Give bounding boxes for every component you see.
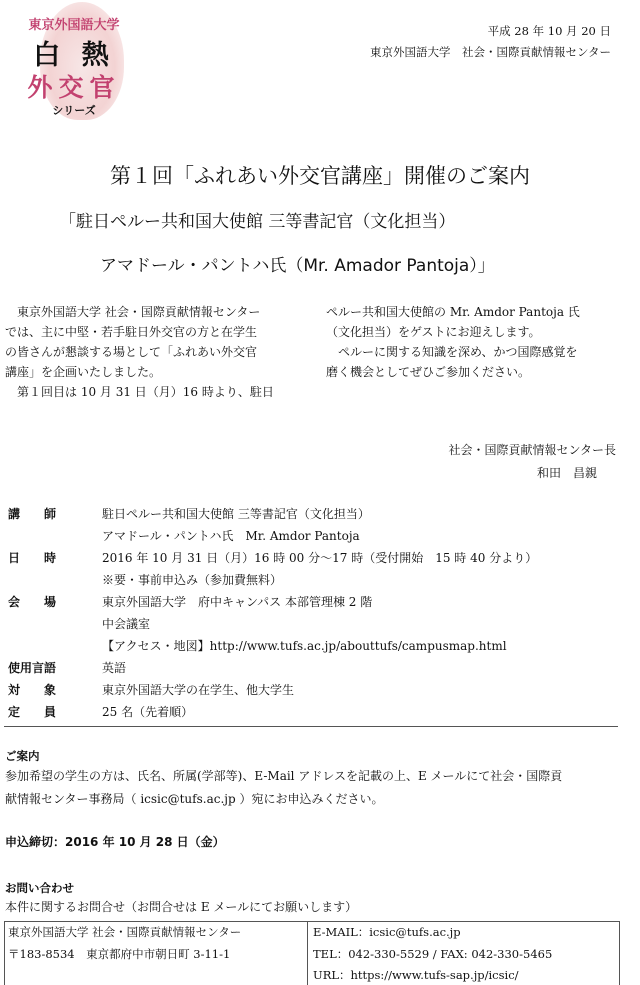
detail-label: 講 師 [8,507,57,521]
contact-email[interactable]: E-MAIL：icsic@tufs.ac.jp [313,925,461,939]
detail-value: アマドール・パントハ氏 Mr. Amdor Pantoja [102,529,360,543]
guide-line2: 献情報センター事務局（ icsic@tufs.ac.jp ）宛にお申込みください。 [5,792,384,806]
guide-heading: ご案内 [5,749,40,763]
contact-org: 東京外国語大学 社会・国際貢献情報センター [8,925,242,939]
subtitle-line2: アマドール・パントハ氏（Mr. Amador Pantoja）」 [100,256,495,276]
detail-row-venue [8,591,537,613]
detail-row-venue-map [8,635,537,657]
detail-value: 中会議室 [102,617,151,631]
intro-line: 東京外国語大学 社会・国際貢献情報センター [17,305,261,319]
campus-map-link[interactable]: 【アクセス・地図】http://www.tufs.ac.jp/abouttufs/campusmap.html [102,639,507,653]
detail-label: 使用言語 [8,661,57,675]
detail-row-lecturer [8,503,537,525]
detail-value: 25 名（先着順） [102,705,194,719]
logo-gaikokan: 外交官 [27,73,121,102]
detail-value: ※要・事前申込み（参加費無料） [102,573,283,587]
signature-name: 和田 昌親 [537,466,598,480]
contact-tel: TEL：042-330-5529 / FAX: 042-330-5465 [313,947,553,961]
detail-row-language [8,657,537,679]
detail-value: 東京外国語大学 府中キャンパス 本部管理棟 2 階 [102,595,373,609]
detail-value: 2016 年 10 月 31 日（月）16 時 00 分～17 時（受付開始 15 時 40 分より） [102,551,538,565]
guide-line1: 参加希望の学生の方は、氏名、所属(学部等)、E-Mail アドレスを記載の上、E メールにて社会・国際貢 [5,769,563,783]
detail-row-datetime [8,547,537,569]
detail-value: 駐日ペルー共和国大使館 三等書記官（文化担当） [102,507,370,521]
intro-line: （文化担当）をゲストにお迎えします。 [326,325,541,339]
intro-line: ペルーに関する知識を深め、かつ国際感覚を [338,345,578,359]
signature-title: 社会・国際貢献情報センター長 [448,443,616,457]
intro-right-column [326,302,626,382]
intro-line: 磨く機会としてぜひご参加ください。 [326,365,531,379]
detail-value: 英語 [102,661,127,675]
details-table [8,503,618,723]
detail-row-lecturer-cont [8,525,537,547]
intro-line: の皆さんが懇談する場として「ふれあい外交官 [5,345,258,359]
logo-hakunetsu: 白 熱 [33,40,115,71]
contact-heading: お問い合わせ [5,881,74,895]
detail-label: 日 時 [8,551,57,565]
page-title: 第１回「ふれあい外交官講座」開催のご案内 [110,164,530,188]
issuer-org: 東京外国語大学 社会・国際貢献情報センター [369,45,611,59]
detail-row-capacity [8,701,537,723]
contact-address: 〒183-8534 東京都府中市朝日町 3-11-1 [8,947,231,961]
detail-label: 会 場 [8,595,57,609]
issue-date: 平成 28 年 10 月 20 日 [487,24,611,38]
intro-left-column [5,302,310,402]
contact-box [4,921,620,985]
intro-line: ペルー共和国大使館の Mr. Amdor Pantoja 氏 [326,305,580,319]
logo-series: シリーズ [52,104,96,117]
logo-university: 東京外国語大学 [28,18,120,33]
detail-label: 定 員 [8,705,57,719]
application-deadline: 申込締切：2016 年 10 月 28 日（金） [5,835,225,849]
detail-row-target [8,679,537,701]
detail-row-datetime-note [8,569,537,591]
contact-note: 本件に関するお問合せ（お問合せは E メールにてお願いします） [5,900,358,914]
series-logo [0,0,150,125]
section-divider [4,726,618,727]
detail-row-venue-room [8,613,537,635]
contact-address-cell [5,922,308,985]
intro-line: 第１回目は 10 月 31 日（月）16 時より、駐日 [17,385,274,399]
intro-line: 講座」を企画いたしました。 [5,365,162,379]
subtitle-line1: 「駐日ペルー共和国大使館 三等書記官（文化担当） [59,212,456,232]
detail-value: 東京外国語大学の在学生、他大学生 [102,683,295,697]
contact-url-link[interactable]: URL：https://www.tufs-sap.jp/icsic/ [313,968,519,982]
intro-line: では、主に中堅・若手駐日外交官の方と在学生 [5,325,258,339]
detail-label: 対 象 [8,683,57,697]
